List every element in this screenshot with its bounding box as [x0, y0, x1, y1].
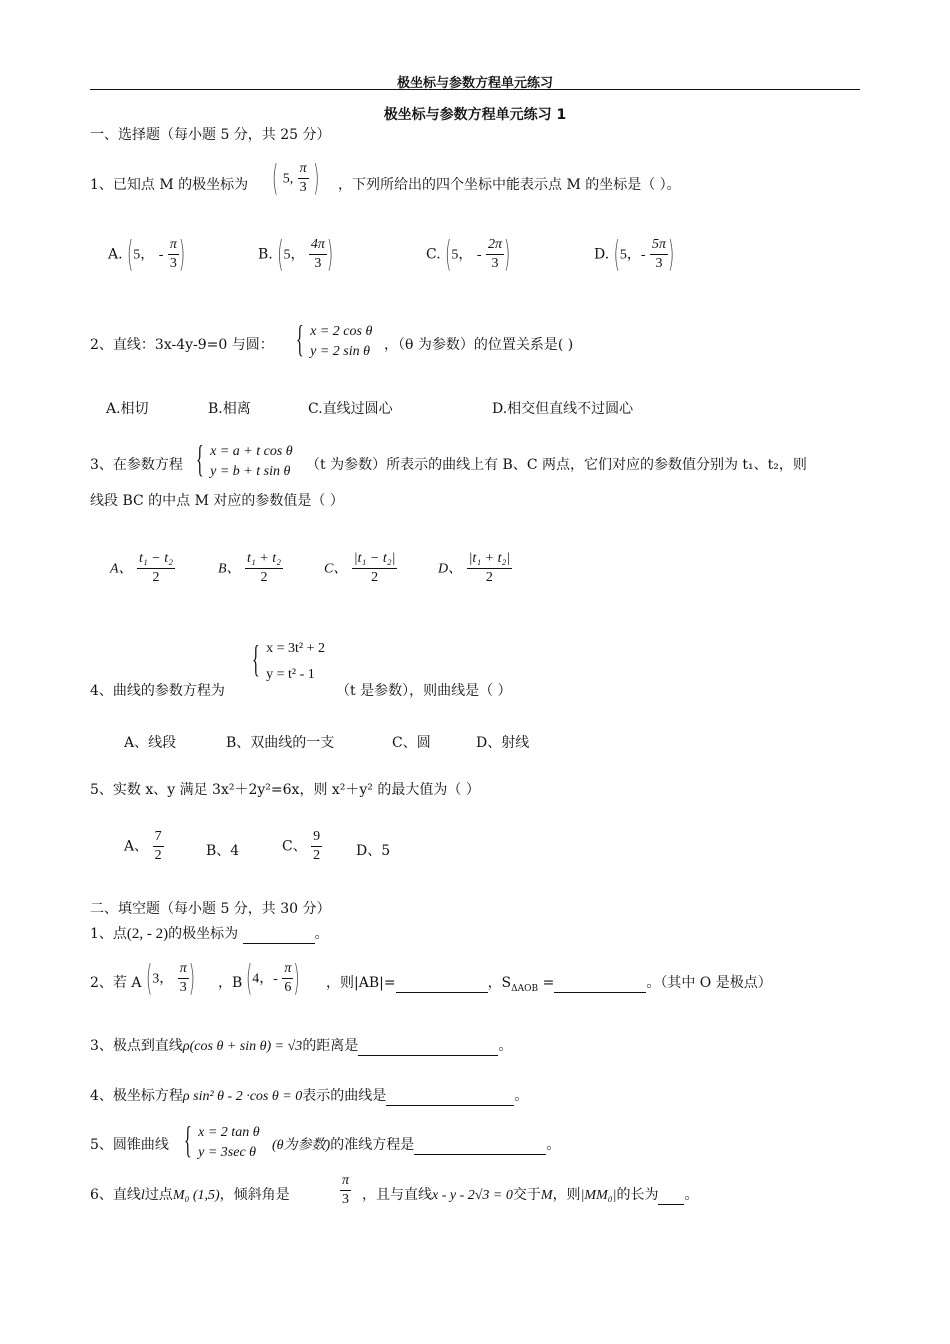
q1-2-option-a: A.相切 [106, 401, 149, 417]
q1-1-option-a: A. (5， - $\frac{\pi}{3}$ ) [108, 232, 186, 275]
q1-1-option-b: B. (5， $\frac{4\pi}{3}$ ) [258, 232, 334, 275]
q2-1: 1、点(2, - 2)的极坐标为 。 [90, 926, 329, 942]
q2-5-system: { x = 2 tan θ y = 3sec θ [184, 1121, 260, 1163]
q2-3-equation: ρ(cos θ + sin θ) = √3 [182, 1039, 303, 1054]
q2-4-equation: ρ sin² θ - 2 ·cos θ = 0 [182, 1089, 303, 1104]
q1-2-option-c: C.直线过圆心 [308, 401, 393, 417]
q1-1-prefix: 1、已知点 M 的极坐标为 [90, 177, 249, 193]
q2-5-rest: (θ为参数)的准线方程是 。 [272, 1137, 561, 1153]
q2-2-rest: ，则|AB|= ，$S_{\Delta AOB}$ = 。（其中 O 是极点） [326, 975, 772, 994]
q1-2-system: { x = 2 cos θ y = 2 sin θ [296, 320, 373, 362]
q2-6-angle: $\frac{\pi}{3}$ [342, 1173, 350, 1207]
q1-1-point: ( 5, $\frac{\pi}{3}$ ) [272, 156, 320, 199]
q2-2-mid: ，B [218, 975, 243, 991]
q1-4-option-b: B、双曲线的一支 [226, 735, 335, 751]
q2-2-point-b: (4，- $\frac{\pi}{6}$ ) [246, 956, 300, 999]
q1-1-option-c: C. (5， - $\frac{2\pi}{3}$ ) [426, 232, 511, 275]
q2-2-blank-area[interactable] [554, 974, 646, 993]
q1-5-option-a: A、 $\frac{7}{2}$ [124, 829, 162, 863]
q1-5-stem: 5、实数 x、y 满足 3x²＋2y²=6x，则 x²＋y² 的最大值为（ ） [90, 782, 480, 798]
q2-2-blank-ab[interactable] [396, 974, 488, 993]
q2-6-part1: 6、直线l过点M₀ (1,5)，倾斜角是 [90, 1187, 290, 1203]
document-title: 极坐标与参数方程单元练习 1 [383, 107, 567, 123]
q1-1-suffix: ，下列所给出的四个坐标中能表示点 M 的坐标是（ ）。 [338, 177, 681, 193]
q1-1-option-d: D. (5，- $\frac{5\pi}{3}$ ) [594, 232, 675, 275]
q2-5-prefix: 5、圆锥曲线 [90, 1137, 169, 1153]
q2-3-blank[interactable] [358, 1037, 498, 1056]
q2-3: 3、极点到直线ρ(cos θ + sin θ) = √3的距离是 。 [90, 1038, 513, 1054]
q1-3-suffix: （t 为参数）所表示的曲线上有 B、C 两点，它们对应的参数值分别为 t₁、t₂，则 [306, 457, 807, 473]
q1-3-option-c: C、 $\frac{\text{|t₁ − t₂|}}{2}$ [324, 551, 396, 585]
q1-3-line2: 线段 BC 的中点 M 对应的参数值是（ ） [90, 493, 344, 509]
q2-2-point-a: (3， $\frac{\pi}{3}$ ) [146, 956, 195, 999]
q2-4-blank[interactable] [386, 1087, 514, 1106]
q1-2-option-d: D.相交但直线不过圆心 [492, 401, 634, 417]
section-1-heading: 一、选择题（每小题 5 分，共 25 分） [90, 127, 331, 143]
q1-5-option-d: D、5 [356, 843, 391, 859]
q2-5-blank[interactable] [414, 1136, 546, 1155]
header-rule [90, 89, 860, 90]
q1-1-point-theta: $\frac{\pi}{3}$ [299, 161, 307, 195]
q1-4-option-a: A、线段 [124, 735, 177, 751]
q2-6-part2: ，且与直线x - y - 2√3 = 0交于M，则|MM₀|的长为 。 [362, 1187, 699, 1203]
q2-6-blank[interactable] [658, 1186, 684, 1205]
q2-1-blank[interactable] [243, 925, 315, 944]
q1-1-point-r: 5 [282, 171, 290, 187]
section-2-heading: 二、填空题（每小题 5 分，共 30 分） [90, 901, 331, 917]
q1-2-prefix: 2、直线：3x-4y-9=0 与圆： [90, 337, 274, 353]
q1-3-prefix: 3、在参数方程 [90, 457, 183, 473]
q1-4-option-c: C、圆 [392, 735, 431, 751]
q1-3-option-a: A、 $\frac{\text{t₁ − t₂}}{2}$ [110, 551, 173, 585]
q1-4-suffix: （t 是参数），则曲线是（ ） [336, 683, 512, 699]
q1-4-option-d: D、射线 [476, 735, 530, 751]
q1-3-option-b: B、 $\frac{\text{t₁ + t₂}}{2}$ [218, 551, 281, 585]
q1-4-system: { x = 3t² + 2 y = t² - 1 [252, 640, 326, 682]
q1-1-stem [90, 176, 248, 194]
q1-3-system: { x = a + t cos θ y = b + t sin θ [196, 440, 293, 482]
q1-3-option-d: D、 $\frac{\text{|t₁ + t₂|}}{2}$ [438, 551, 511, 585]
q2-4: 4、极坐标方程ρ sin² θ - 2 ·cos θ = 0表示的曲线是 。 [90, 1088, 529, 1104]
q1-4-prefix: 4、曲线的参数方程为 [90, 683, 225, 699]
q1-5-option-b: B、4 [206, 843, 240, 859]
q2-2-prefix: 2、若 A [90, 975, 142, 991]
running-header: 极坐标与参数方程单元练习 [396, 76, 553, 91]
q1-5-option-c: C、 $\frac{9}{2}$ [282, 829, 321, 863]
q1-2-option-b: B.相离 [208, 401, 251, 417]
q1-2-suffix: ，（θ 为参数）的位置关系是( ) [384, 337, 574, 353]
